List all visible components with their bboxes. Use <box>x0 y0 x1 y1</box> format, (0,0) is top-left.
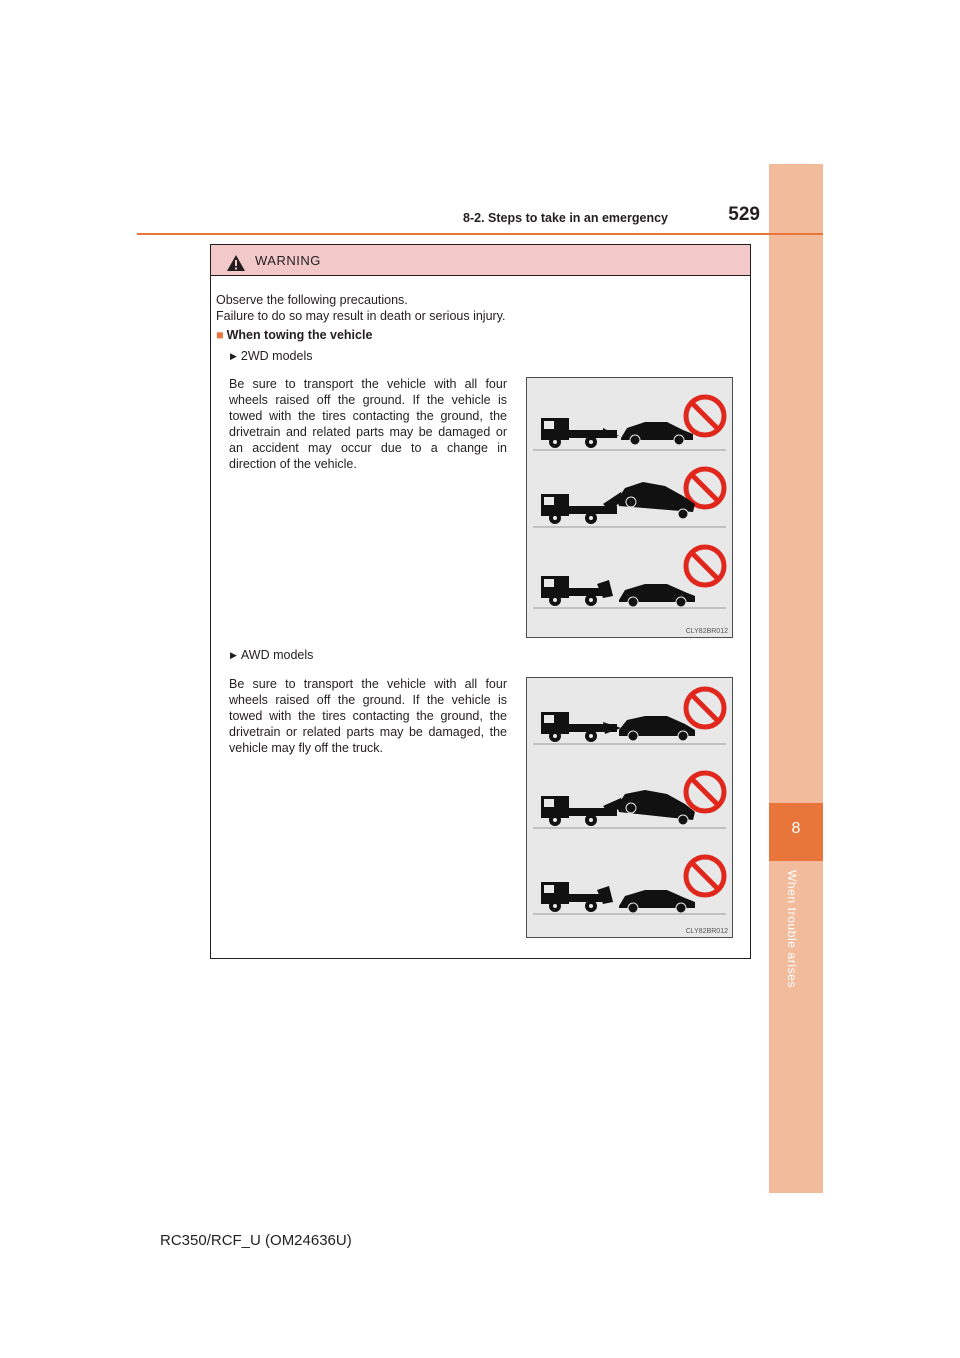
towing-figure-awd <box>526 677 733 938</box>
tow-truck-icon <box>541 576 613 606</box>
warning-header <box>211 245 750 276</box>
prohibited-icon <box>686 547 724 585</box>
model-code-footer: RC350/RCF_U (OM24636U) <box>160 1232 352 1249</box>
tow-truck-icon <box>541 882 613 912</box>
section-title: 8-2. Steps to take in an emergency <box>463 211 668 225</box>
figure-code: CLY82BR012 <box>685 628 728 635</box>
model-text-2wd: Be sure to transport the vehicle with all four wheels raised off the ground. If the vehicle is towed with the tires contacting the ground, the drivetrain and related parts may be damaged or an accident may occur due to a change in direction of the vehicle. <box>229 377 507 471</box>
prohibited-icon <box>686 857 724 895</box>
car-icon <box>617 482 695 519</box>
car-icon <box>619 584 695 607</box>
towing-illustration <box>527 678 732 937</box>
chapter-label: When trouble arises <box>785 870 799 989</box>
towing-illustration <box>527 378 732 637</box>
car-icon <box>619 890 695 913</box>
model-label-awd: ▶ AWD models <box>230 648 314 662</box>
warning-triangle-icon <box>226 254 246 272</box>
warning-title: WARNING <box>255 253 321 268</box>
arrow-bullet-icon: ▶ <box>230 650 237 660</box>
intro-line: Failure to do so may result in death or serious injury. <box>216 309 506 323</box>
header-rule <box>137 233 823 235</box>
warning-box <box>210 244 751 959</box>
towing-figure-2wd <box>526 377 733 638</box>
tow-truck-icon <box>541 796 623 826</box>
square-bullet-icon: ■ <box>216 328 224 342</box>
tow-truck-icon <box>541 712 621 742</box>
intro-line: Observe the following precautions. <box>216 293 408 307</box>
warning-intro <box>216 292 736 324</box>
tow-truck-icon <box>541 418 619 448</box>
arrow-bullet-icon: ▶ <box>230 351 237 361</box>
prohibited-icon <box>686 397 724 435</box>
chapter-side-tab <box>769 164 823 1193</box>
car-icon <box>619 716 695 741</box>
page-number: 529 <box>728 204 760 225</box>
model-label-2wd: ▶ 2WD models <box>230 349 313 363</box>
prohibited-icon <box>686 773 724 811</box>
figure-code: CLY82BR012 <box>685 928 728 935</box>
chapter-number: 8 <box>791 820 801 837</box>
car-icon <box>621 422 693 445</box>
car-icon <box>617 790 695 825</box>
prohibited-icon <box>686 469 724 507</box>
warning-subheading: ■ When towing the vehicle <box>216 328 373 342</box>
model-text-awd: Be sure to transport the vehicle with all four wheels raised off the ground. If the vehicle is towed with the tires contacting the ground, the drivetrain or related parts may be damaged, the vehicle may fly off the truck. <box>229 677 507 755</box>
tow-truck-icon <box>541 492 623 524</box>
prohibited-icon <box>686 689 724 727</box>
